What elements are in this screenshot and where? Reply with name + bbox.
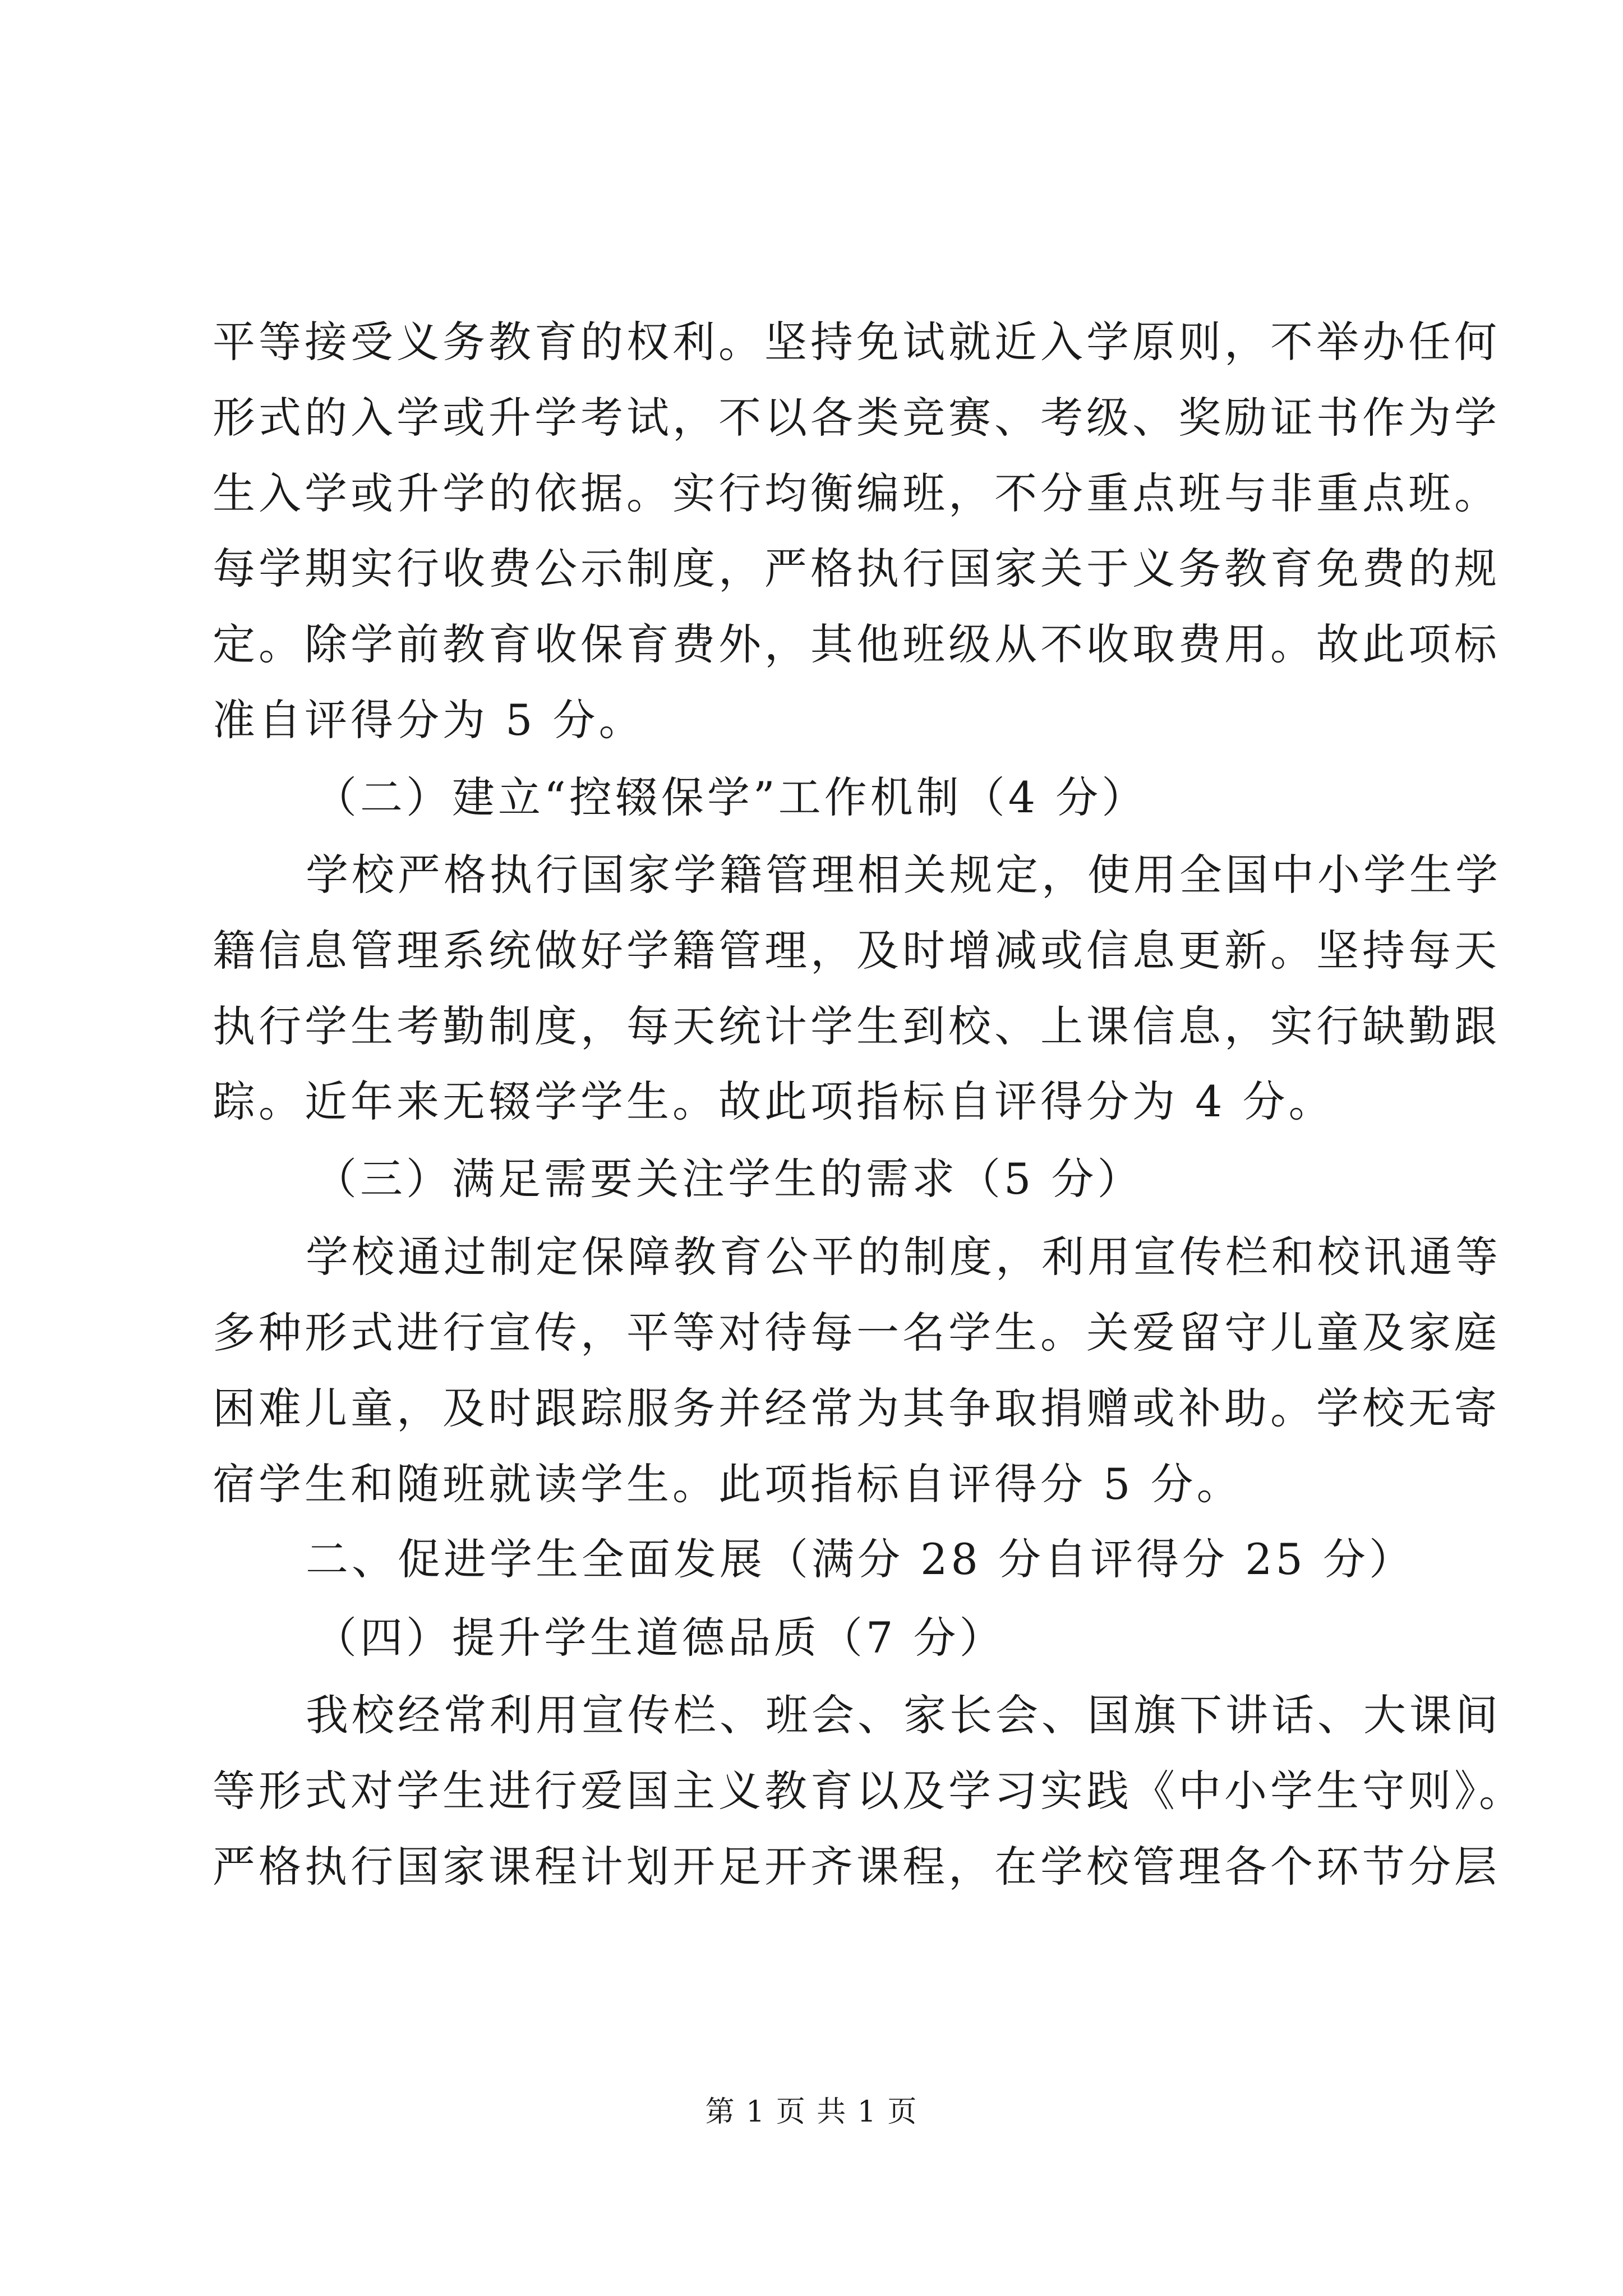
body-text-line: 困难儿童，及时跟踪服务并经常为其争取捐赠或补助。学校无寄 — [213, 1383, 1500, 1433]
body-text-line: 严格执行国家课程计划开足开齐课程，在学校管理各个环节分层 — [213, 1842, 1500, 1892]
body-text-line: 准自评得分为 5 分。 — [213, 695, 645, 745]
body-text-line: 宿学生和随班就读学生。此项指标自评得分 5 分。 — [213, 1459, 1243, 1509]
body-text-line: 我校经常利用宣传栏、班会、家长会、国旗下讲话、大课间 — [306, 1690, 1501, 1740]
body-text-line: 学校通过制定保障教育公平的制度，利用宣传栏和校讯通等 — [306, 1232, 1501, 1282]
body-text-line: 生入学或升学的依据。实行均衡编班，不分重点班与非重点班。 — [213, 468, 1500, 518]
body-text-line: 形式的入学或升学考试，不以各类竞赛、考级、奖励证书作为学 — [213, 393, 1500, 443]
section-heading: （三）满足需要关注学生的需求（5 分） — [314, 1154, 1144, 1204]
section-heading: （二）建立“控辍保学”工作机制（4 分） — [314, 772, 1148, 822]
body-text-line: 执行学生考勤制度，每天统计学生到校、上课信息，实行缺勤跟 — [213, 1001, 1500, 1051]
body-text-line: 籍信息管理系统做好学籍管理，及时增减或信息更新。坚持每天 — [213, 926, 1500, 976]
chapter-heading: 二、促进学生全面发展（满分 28 分自评得分 25 分） — [306, 1534, 1415, 1584]
section-heading: （四）提升学生道德品质（7 分） — [314, 1613, 1006, 1663]
body-text-line: 踪。近年来无辍学学生。故此项指标自评得分为 4 分。 — [213, 1076, 1335, 1126]
body-text-line: 每学期实行收费公示制度，严格执行国家关于义务教育免费的规 — [213, 544, 1500, 593]
body-text-line: 等形式对学生进行爱国主义教育以及学习实践《中小学生守则》。 — [213, 1766, 1525, 1816]
body-text-line: 多种形式进行宣传，平等对待每一名学生。关爱留守儿童及家庭 — [213, 1308, 1500, 1358]
page-footer: 第 1 页 共 1 页 — [705, 2095, 918, 2129]
body-text-line: 定。除学前教育收保育费外，其他班级从不收取费用。故此项标 — [213, 619, 1500, 669]
body-text-line: 平等接受义务教育的权利。坚持免试就近入学原则，不举办任何 — [213, 317, 1500, 367]
body-text-line: 学校严格执行国家学籍管理相关规定，使用全国中小学生学 — [306, 850, 1501, 900]
